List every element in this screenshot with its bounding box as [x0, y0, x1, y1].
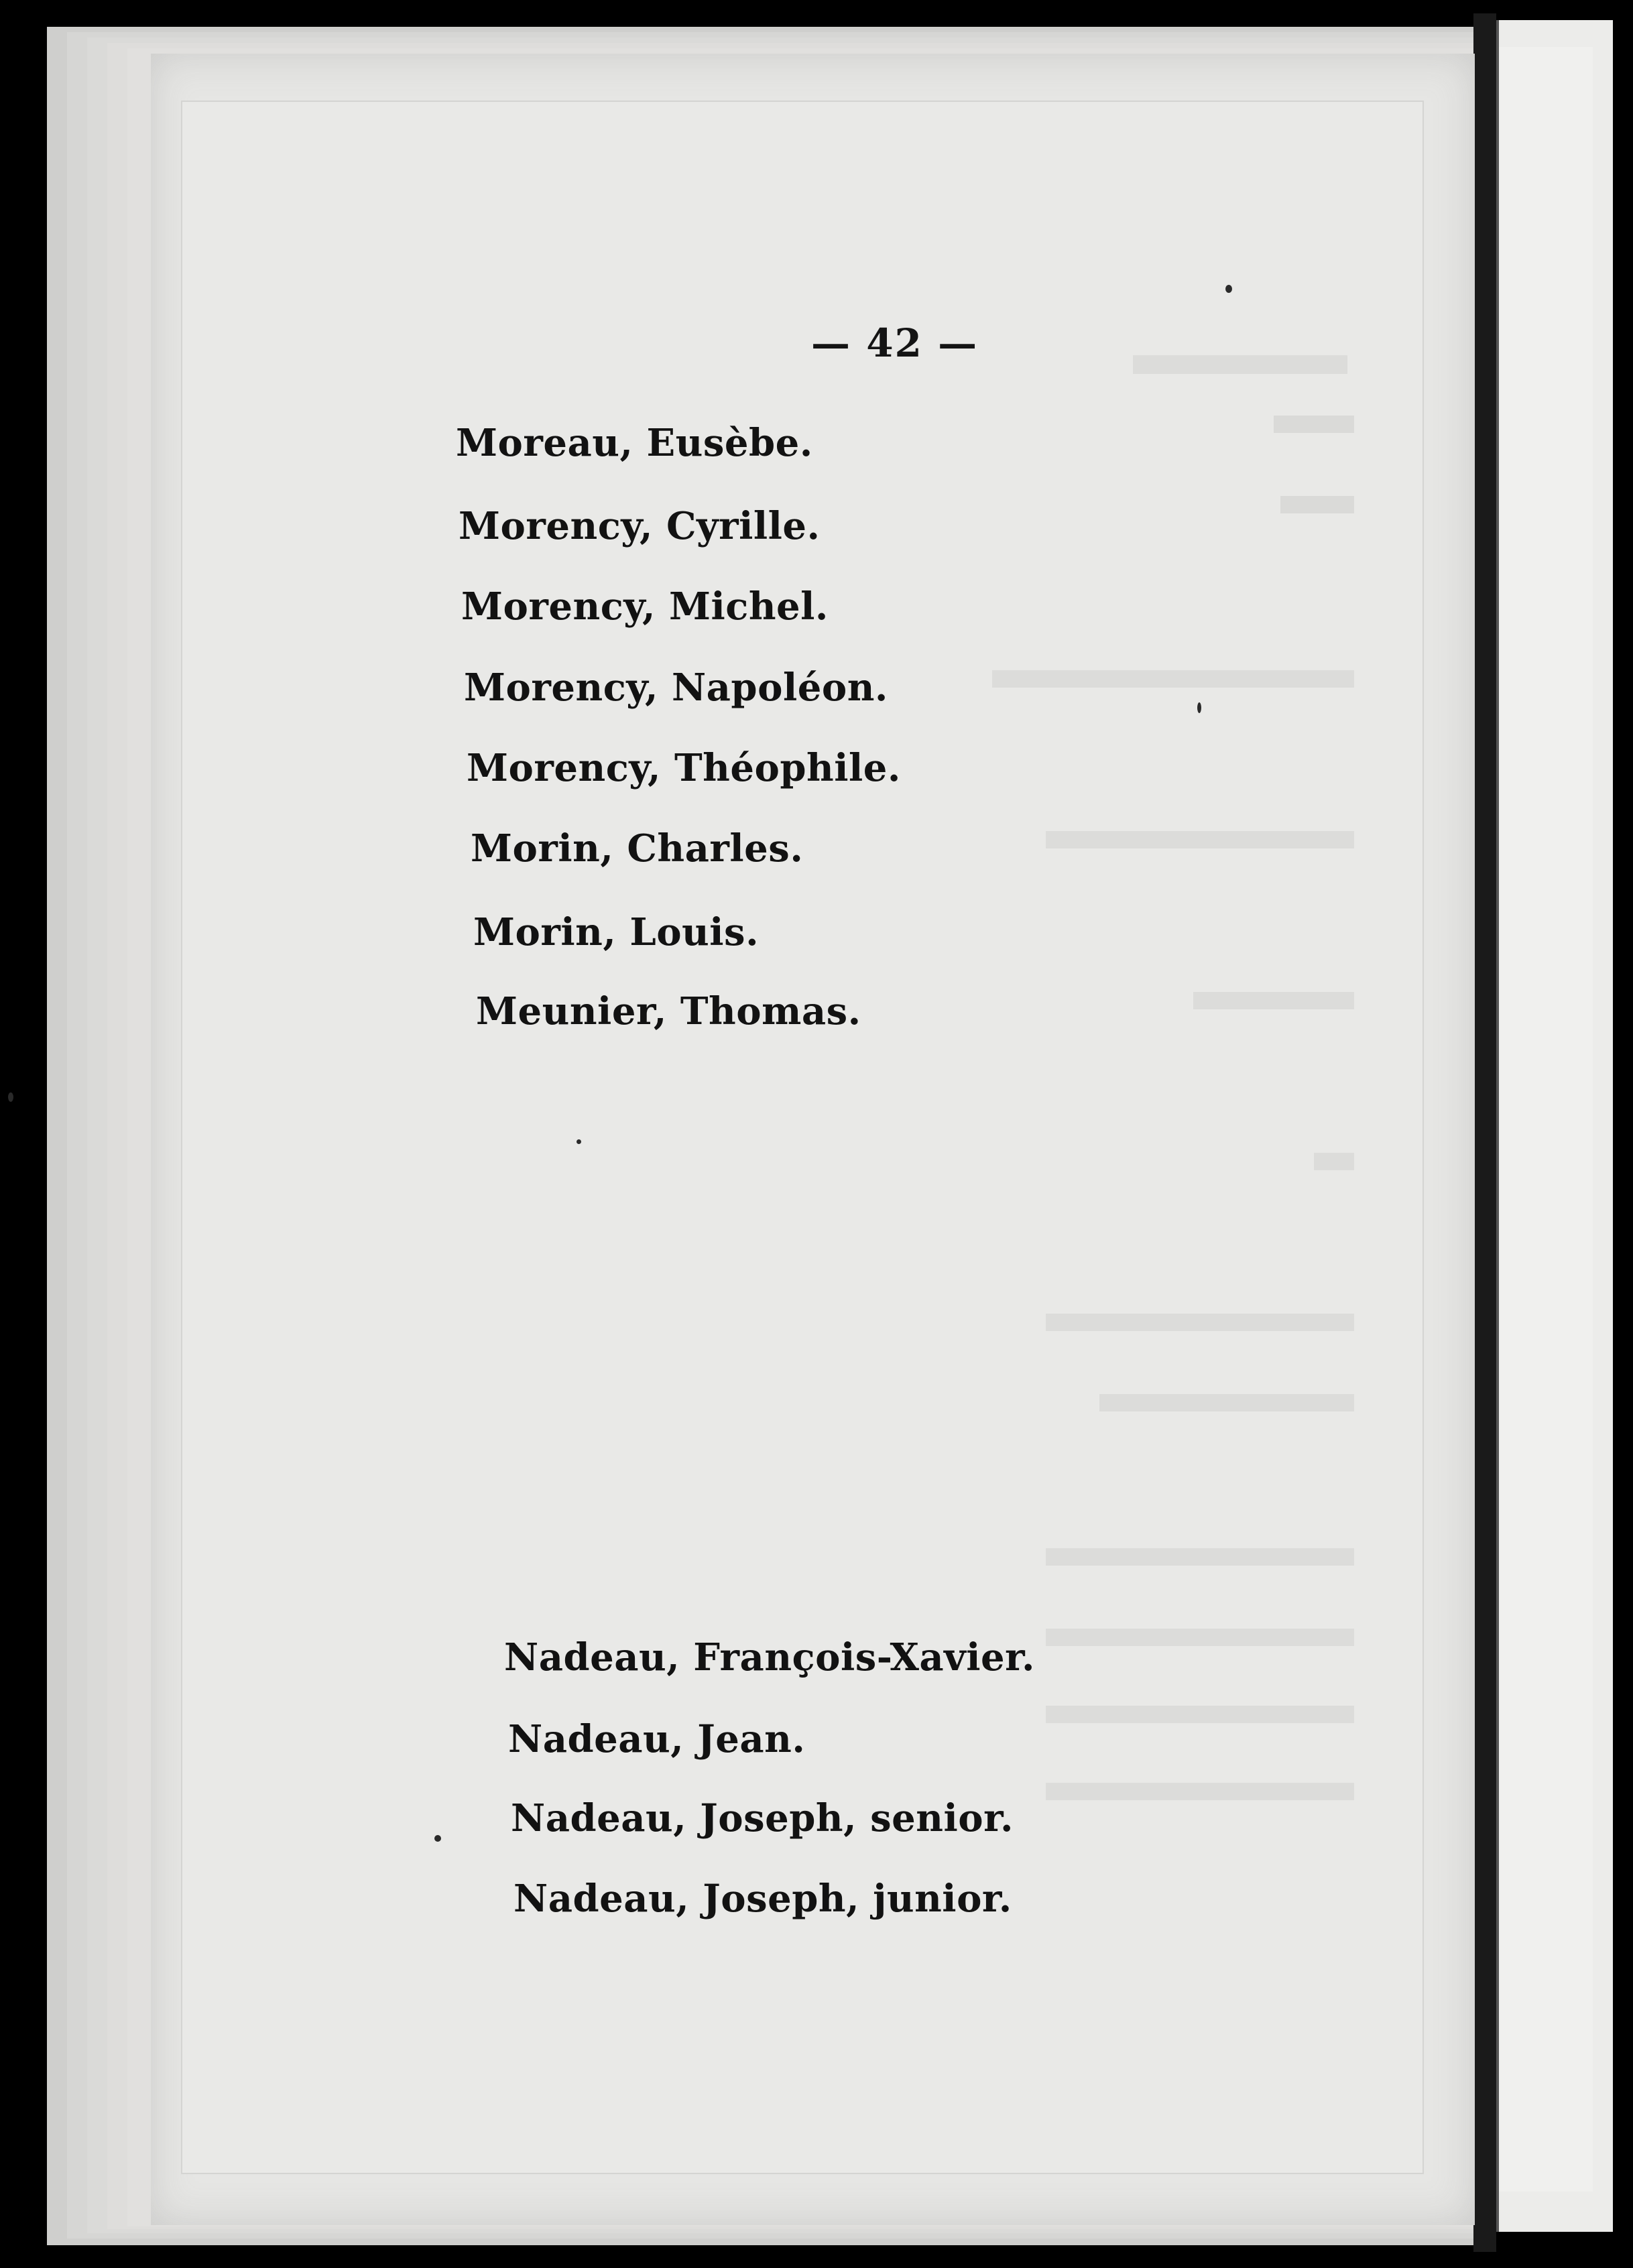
dust-speck — [577, 1139, 581, 1144]
page-text-block — [181, 101, 1424, 2174]
list-item: Moreau, Eusèbe. — [456, 421, 813, 465]
bleed-through — [992, 670, 1354, 688]
bleed-through — [1133, 355, 1347, 374]
list-item: Morency, Théophile. — [467, 746, 901, 790]
list-item: Morency, Cyrille. — [459, 504, 821, 548]
bleed-through — [1274, 416, 1354, 433]
bleed-through — [1280, 496, 1354, 513]
dust-speck — [8, 1092, 13, 1102]
bleed-through — [1046, 831, 1354, 848]
facing-page-inner — [1499, 47, 1593, 2192]
bleed-through — [1046, 1783, 1354, 1800]
list-item: Morin, Louis. — [473, 910, 760, 954]
dust-speck — [1225, 285, 1232, 293]
facing-page — [1496, 20, 1613, 2232]
bleed-through — [1314, 1153, 1354, 1170]
bleed-through — [1099, 1394, 1354, 1411]
bleed-through — [1046, 1314, 1354, 1331]
bleed-through — [1046, 1629, 1354, 1646]
list-item: Nadeau, Joseph, junior. — [513, 1877, 1012, 1921]
list-item: Morency, Napoléon. — [464, 666, 888, 710]
bleed-through — [1046, 1706, 1354, 1723]
list-item: Morin, Charles. — [471, 826, 804, 871]
list-item: Nadeau, Jean. — [508, 1717, 806, 1761]
bleed-through — [1046, 1548, 1354, 1566]
list-item: Nadeau, François-Xavier. — [504, 1635, 1035, 1680]
list-item: Morency, Michel. — [461, 584, 829, 629]
list-item: Meunier, Thomas. — [476, 989, 861, 1033]
binding-gutter — [1473, 13, 1496, 2252]
page-number: — 42 — — [811, 320, 979, 366]
dust-speck — [1197, 702, 1201, 713]
bleed-through — [1193, 992, 1354, 1009]
dust-speck — [434, 1835, 441, 1842]
list-item: Nadeau, Joseph, senior. — [511, 1796, 1014, 1840]
